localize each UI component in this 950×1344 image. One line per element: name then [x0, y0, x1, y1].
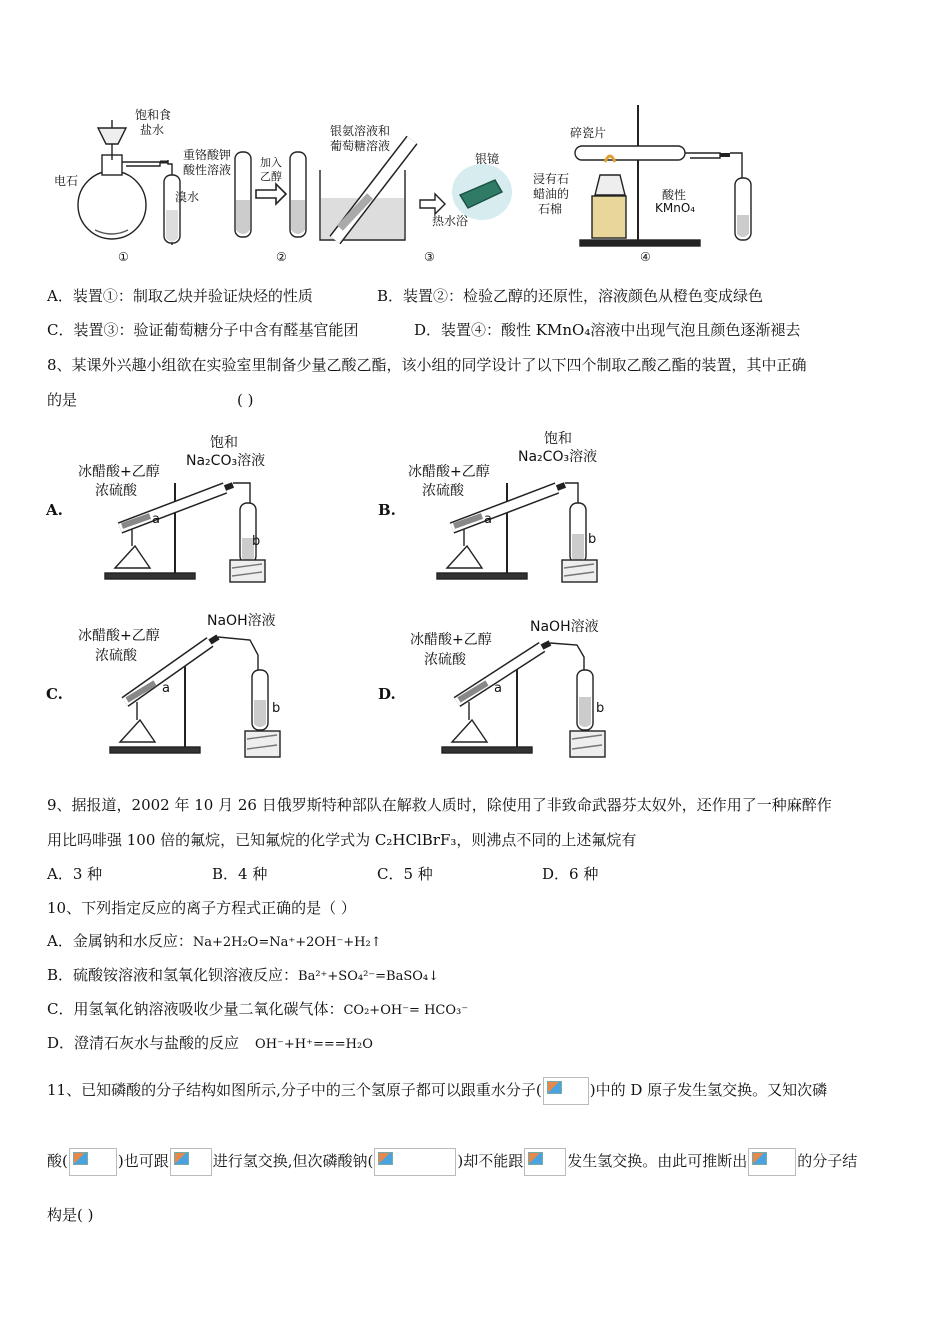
- label-saturated-brine-2: 盐水: [140, 123, 165, 137]
- q8-a-sat2: Na₂CO₃溶液: [186, 453, 266, 469]
- label-num-3: ③: [424, 250, 435, 264]
- q8-apparatus-b: [372, 424, 672, 584]
- q9-option-c: C．5 种: [377, 865, 433, 883]
- q11-line1: [47, 1075, 827, 1105]
- label-add-ethanol-2: 乙醇: [260, 170, 282, 183]
- q10-stem: 10、下列指定反应的离子方程式正确的是（ ）: [47, 899, 356, 917]
- q9-option-d: D．6 种: [542, 865, 599, 883]
- label-silver-ammonia: 银氨溶液和: [330, 124, 391, 138]
- label-dichromate: 重铬酸钾: [183, 148, 232, 162]
- label-kmno4: 酸性: [662, 188, 687, 202]
- label-silver-ammonia-2: 葡萄糖溶液: [330, 139, 391, 153]
- q8-answer-blank: ( ): [237, 391, 254, 409]
- q11-p2a: 酸(: [47, 1152, 68, 1170]
- label-paraffin-2: 蜡油的: [533, 187, 570, 201]
- heavy-water-formula-image: [543, 1077, 589, 1105]
- q8-stem-line1: 8、某课外兴趣小组欲在实验室里制备少量乙酸乙酯，该小组的同学设计了以下四个制取乙酸乙酯的装置，其中正确: [47, 356, 807, 374]
- label-paraffin-3: 石棉: [538, 202, 563, 216]
- q10-option-a: [47, 931, 382, 953]
- q10-d-text: D．澄清石灰水与盐酸的反应: [47, 1034, 240, 1052]
- q8-a-label-b: b: [252, 534, 261, 549]
- q11-p2e: 发生氢交换。由此可推断出: [567, 1152, 748, 1170]
- q7-option-d: D．装置④：酸性 KMnO₄溶液中出现气泡且颜色逐渐褪去: [414, 321, 801, 339]
- q7-apparatus-drawing: [40, 100, 920, 275]
- q8-b-label-b: b: [588, 532, 597, 547]
- sodium-hypophosphite-formula-image: [374, 1148, 456, 1176]
- hypophosphorous-acid-formula-image: [69, 1148, 117, 1176]
- q8-c-label-a: a: [162, 681, 170, 696]
- q9-option-a: A．3 种: [47, 865, 103, 883]
- q8-letter-d: D.: [378, 685, 396, 703]
- label-porcelain: 碎瓷片: [570, 126, 607, 140]
- q11-line2: [47, 1144, 857, 1178]
- q10-d-equation: OH⁻+H⁺===H₂O: [255, 1037, 373, 1052]
- q11-line3: 构是( ): [47, 1206, 94, 1224]
- q8-d-label2: 浓硫酸: [424, 652, 466, 668]
- q11-p2c: 进行氢交换,但次磷酸钠(: [212, 1152, 374, 1170]
- q10-option-c: [47, 999, 468, 1021]
- q8-letter-c: C.: [46, 685, 63, 703]
- q7-option-c: C．装置③：验证葡萄糖分子中含有醛基官能团: [47, 321, 359, 339]
- q8-c-label1: 冰醋酸+乙醇: [78, 628, 160, 644]
- q8-a-label-a: a: [152, 512, 160, 527]
- q10-b-text: B．硫酸铵溶液和氢氧化钡溶液反应：: [47, 966, 299, 984]
- q10-option-d: [47, 1033, 373, 1055]
- hypophosphorous-acid-formula-image-2: [748, 1148, 796, 1176]
- q10-a-equation: Na+2H₂O=Na⁺+2OH⁻+H₂↑: [192, 935, 382, 950]
- q8-b-sat2: Na₂CO₃溶液: [518, 449, 598, 465]
- q8-a-label2: 浓硫酸: [95, 483, 137, 499]
- q8-d-label1: 冰醋酸+乙醇: [410, 632, 492, 648]
- label-num-1: ①: [118, 250, 129, 264]
- q8-b-label1: 冰醋酸+乙醇: [408, 464, 490, 480]
- label-kmno4-2: KMnO₄: [655, 201, 696, 215]
- q10-option-b: [47, 965, 439, 987]
- q8-c-label2: 浓硫酸: [95, 648, 137, 664]
- q8-c-label-b: b: [272, 701, 281, 716]
- q8-d-naoh: NaOH溶液: [530, 619, 599, 635]
- q8-d-label-a: a: [494, 681, 502, 696]
- label-saturated-brine: 饱和食: [135, 108, 172, 122]
- heavy-water-formula-image-2: [170, 1148, 212, 1176]
- q9-stem-line2: 用比吗啡强 100 倍的氟烷，已知氟烷的化学式为 C₂HClBrF₃，则沸点不同的上述氟烷有: [47, 831, 637, 849]
- q10-c-equation: CO₂+OH⁻= HCO₃⁻: [343, 1003, 469, 1018]
- q11-p2b: )也可跟: [117, 1152, 169, 1170]
- q8-d-label-b: b: [596, 701, 605, 716]
- q8-apparatus-a: [40, 428, 340, 588]
- q8-letter-a: A.: [46, 501, 63, 519]
- q8-b-label-a: a: [484, 512, 492, 527]
- q8-letter-b: B.: [378, 501, 396, 519]
- q8-apparatus-d: [372, 605, 672, 765]
- label-hot-water: 热水浴: [432, 214, 469, 228]
- heavy-water-formula-image-3: [524, 1148, 566, 1176]
- q11-p2f: 的分子结: [797, 1152, 858, 1170]
- q8-b-label2: 浓硫酸: [422, 483, 464, 499]
- label-calcium-carbide: 电石: [54, 174, 79, 188]
- q7-figure: [40, 100, 920, 275]
- q10-a-text: A．金属钠和水反应：: [47, 932, 193, 950]
- q8-a-label1: 冰醋酸+乙醇: [78, 464, 160, 480]
- q11-p1b: )中的 D 原子发生氢交换。又知次磷: [589, 1081, 828, 1099]
- label-num-2: ②: [276, 250, 287, 264]
- q11-p2d: )却不能跟: [457, 1152, 524, 1170]
- q8-a-sat1: 饱和: [210, 435, 238, 451]
- label-paraffin: 浸有石: [533, 172, 570, 186]
- q11-p1a: 11、已知磷酸的分子结构如图所示,分子中的三个氢原子都可以跟重水分子(: [47, 1081, 542, 1099]
- label-bromine-water: 溴水: [175, 190, 200, 204]
- q7-option-b: B．装置②：检验乙醇的还原性，溶液颜色从橙色变成绿色: [377, 287, 764, 305]
- q8-stem-line2: 的是: [47, 391, 78, 409]
- q10-c-text: C．用氢氧化钠溶液吸收少量二氧化碳气体：: [47, 1000, 344, 1018]
- q9-option-b: B．4 种: [212, 865, 268, 883]
- label-silver-mirror: 银镜: [475, 152, 500, 166]
- q10-b-equation: Ba²⁺+SO₄²⁻=BaSO₄↓: [298, 969, 440, 984]
- label-dichromate-2: 酸性溶液: [183, 163, 232, 177]
- q9-stem-line1: 9、据报道，2002 年 10 月 26 日俄罗斯特种部队在解救人质时，除使用了非致命武器芬太奴外，还作用了一种麻醉作: [47, 796, 832, 814]
- label-add-ethanol: 加入: [260, 156, 282, 169]
- label-num-4: ④: [640, 250, 651, 264]
- q8-apparatus-c: [40, 605, 340, 765]
- q7-option-a: A．装置①：制取乙炔并验证炔烃的性质: [47, 287, 313, 305]
- q8-b-sat1: 饱和: [544, 431, 572, 447]
- q8-c-naoh: NaOH溶液: [207, 613, 276, 629]
